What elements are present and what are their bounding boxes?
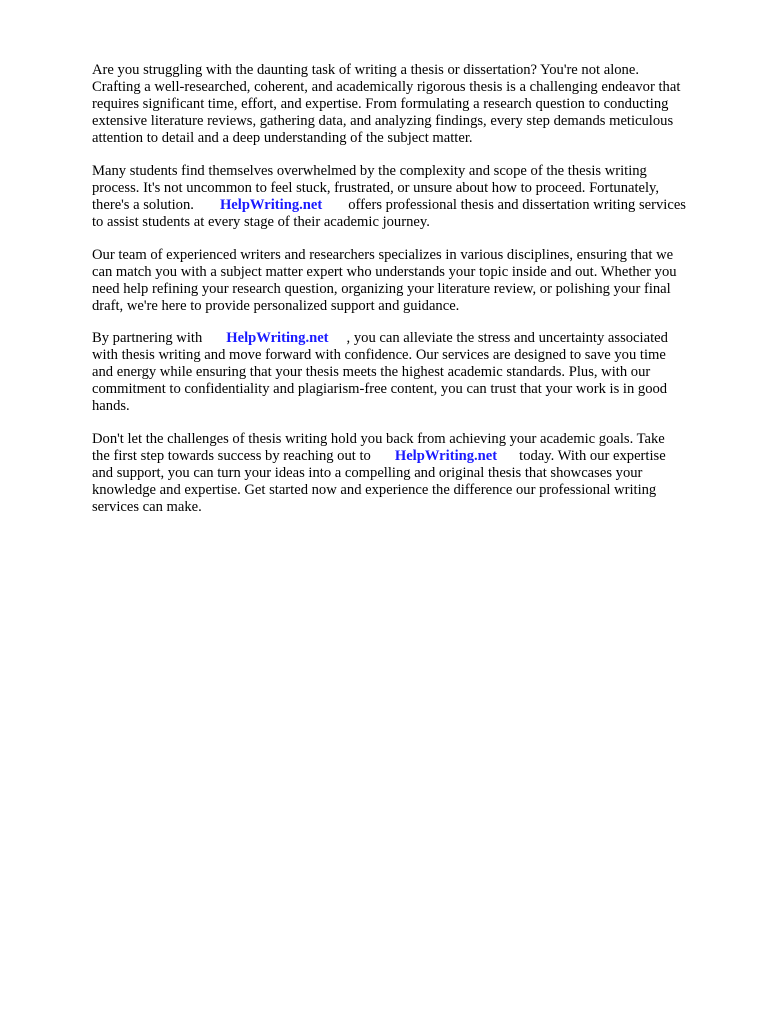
text-line: to assist students at every stage of their academic journey. [92, 214, 430, 230]
text-line-with-link [92, 330, 732, 347]
text-line: hands. [92, 398, 130, 414]
text-segment: there's a solution. [92, 197, 194, 213]
text-line: Are you struggling with the daunting task of writing a thesis or dissertation? You're not alone. [92, 62, 639, 78]
text-line: Don't let the challenges of thesis writing hold you back from achieving your academic goals. Take [92, 431, 665, 447]
paragraph-team [92, 247, 732, 315]
paragraph-overwhelmed [92, 163, 732, 231]
text-line: Our team of experienced writers and researchers specializes in various disciplines, ensuring that we [92, 247, 674, 263]
text-line: and energy while ensuring that your thesis meets the highest academic standards. Plus, with our [92, 364, 651, 380]
text-line: with thesis writing and move forward with confidence. Our services are designed to save you time [92, 347, 666, 363]
text-segment: , you can alleviate the stress and uncertainty associated [346, 330, 668, 346]
helpwriting-link[interactable]: HelpWriting.net [226, 330, 329, 346]
text-segment: By partnering with [92, 330, 203, 346]
text-line: and support, you can turn your ideas into a compelling and original thesis that showcases your [92, 465, 643, 481]
text-line: Crafting a well-researched, coherent, and academically rigorous thesis is a challenging endeavor that [92, 79, 681, 95]
text-line: commitment to confidentiality and plagiarism-free content, you can trust that your work is in good [92, 381, 668, 397]
text-line: extensive literature reviews, gathering data, and analyzing findings, every step demands meticulous [92, 113, 674, 129]
text-line: draft, we're here to provide personalized support and guidance. [92, 298, 460, 314]
text-segment: the first step towards success by reaching out to [92, 448, 371, 464]
helpwriting-link[interactable]: HelpWriting.net [394, 448, 498, 464]
text-line: attention to detail and a deep understanding of the subject matter. [92, 130, 473, 146]
text-segment: today. With our expertise [519, 448, 666, 464]
text-line: need help refining your research question, organizing your literature review, or polishing your final [92, 281, 671, 297]
paragraph-call-to-action [92, 431, 732, 516]
text-line: Many students find themselves overwhelmed by the complexity and scope of the thesis writing [92, 163, 647, 179]
helpwriting-link[interactable]: HelpWriting.net [219, 197, 323, 213]
text-line: requires significant time, effort, and expertise. From formulating a research question to conducting [92, 96, 669, 112]
text-segment: offers professional thesis and dissertation writing services [348, 197, 686, 213]
text-line: knowledge and expertise. Get started now and experience the difference our professional writing [92, 482, 657, 498]
paragraph-intro [92, 62, 732, 147]
text-line-with-link [92, 197, 732, 214]
text-line: process. It's not uncommon to feel stuck, frustrated, or unsure about how to proceed. Fortunately, [92, 180, 660, 196]
text-line-with-link [92, 448, 732, 465]
paragraph-partnering [92, 330, 732, 415]
text-line: can match you with a subject matter expert who understands your topic inside and out. Whether you [92, 264, 677, 280]
text-line: services can make. [92, 499, 202, 515]
